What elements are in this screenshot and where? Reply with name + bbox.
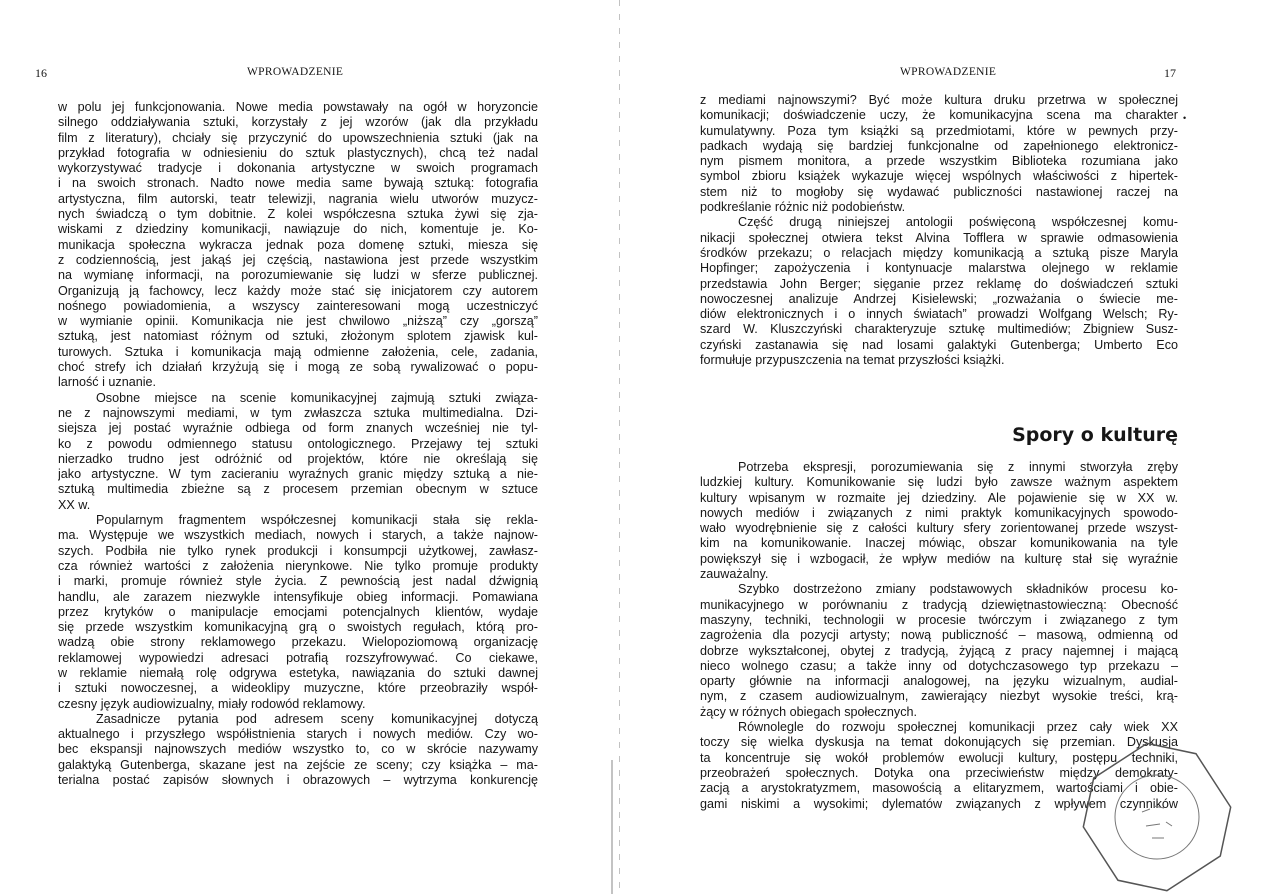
- text-line: nieco wolnego czasu; a także inny od dotychczasowego typ przekazu –: [700, 658, 1178, 673]
- text-line: kumulatywny. Poza tym książki są przedmiotami, które w pewnych przy-: [700, 123, 1178, 138]
- body-text: [700, 460, 1178, 812]
- text-line: żący w różnych obiegach społecznych.: [700, 704, 918, 719]
- text-line: stem niż to mogłoby się wydawać publiczności nastawionej raczej na: [700, 184, 1178, 199]
- text-line: ma. Występuje we wszystkich mediach, nowych i starych, a także najnow-: [58, 528, 538, 543]
- text-line: wało wyodrębnienie się z całości kultury sfery zorientowanej przede wszyst-: [700, 521, 1178, 536]
- text-line: maszyny, techniki, technologii w procesie twórczym i związanego z tym: [700, 612, 1178, 627]
- text-line: reklamowej wypowiedzi adresaci potrafią rozszyfrowywać. Co ciekawe,: [58, 650, 538, 665]
- text-line: nym pismem monitora, a przede wszystkim Biblioteka rozumiana jako: [700, 154, 1178, 169]
- body-text: [58, 100, 538, 788]
- text-line: wykorzystywać tradycje i dokonania artystyczne w swoich programach: [58, 161, 538, 176]
- text-line: Popularnym fragmentem współczesnej komunikacji stała się rekla-: [96, 513, 538, 528]
- text-line: dobrze wykształconej, obytej z tradycją, żyjącą z pracy najemnej i mającą: [700, 643, 1178, 658]
- text-line: wiskami z dziedziny komunikacji, nawiązuje do nich, komentuje je. Ko-: [58, 222, 538, 237]
- text-line: ta koncentruje się wokół problemów ewolucji kultury, postępu techniki,: [700, 750, 1178, 765]
- text-line: aktualnego i przyszłego współistnienia starych i nowych mediów. Czy wo-: [58, 727, 538, 742]
- text-line: w polu jej funkcjonowania. Nowe media powstawały na ogół w horyzoncie: [58, 100, 538, 114]
- text-line: czesny język audiowizualny, miały rodowód reklamowy.: [58, 696, 366, 711]
- text-line: formułuje przypuszczenia na temat przyszłości książki.: [700, 353, 1005, 368]
- text-line: gami niskimi a wysokimi; dylematów związanych z wpływem czynników: [700, 796, 1178, 811]
- text-line: Potrzeba ekspresji, porozumiewania się z innymi stworzyła zręby: [738, 460, 1178, 474]
- text-line: Osobne miejsce na scenie komunikacyjnej zajmują sztuki związa-: [96, 390, 538, 405]
- right-page: [630, 0, 1262, 894]
- paragraph: [700, 582, 1178, 720]
- left-page: [0, 0, 620, 894]
- text-line: padkach wydają się bardziej funkcjonalne od zapełnionego elektronicz-: [700, 138, 1178, 153]
- text-line: podkreślanie różnic niż podobieństw.: [700, 200, 906, 215]
- text-line: i sztuki nowoczesnej, a wideoklipy muzyczne, które przeobraziły współ-: [58, 681, 538, 696]
- text-line: kultury wpisanym w rozmaite jej dziedziny. Ale pojawienie się w XX w.: [700, 490, 1178, 505]
- text-line: sztuką multimedia zbieżne są z procesem przemian obecnym w sztuce: [58, 482, 538, 497]
- text-line: Zasadnicze pytania pod adresem sceny komunikacyjnej dotyczą: [96, 711, 538, 726]
- text-line: ne z najnowszymi mediami, w tym zwłaszcza sztuka multimedialna. Dzi-: [58, 405, 538, 420]
- text-line: Organizują ją fachowcy, lecz każdy może stać się inicjatorem czy autorem: [58, 283, 538, 298]
- page-number: 17: [1164, 66, 1176, 80]
- text-line: zacją a arystokratyzmem, masowością a elitaryzmem, wartościami i obie-: [700, 781, 1178, 796]
- text-line: nowoczesnej analizuje Andrzej Kisielewski; „rozważania o świecie me-: [700, 291, 1178, 306]
- paragraph: [700, 720, 1178, 812]
- text-line: z mediami najnowszymi? Być może kultura druku przetrwa w społecznej: [700, 93, 1178, 107]
- text-line: larność i uznanie.: [58, 375, 157, 390]
- scan-speck: •: [1183, 113, 1187, 123]
- text-line: szych. Podbiła nie tylko rynek produkcji i konsumpcji użytkowej, zawłasz-: [58, 543, 538, 558]
- text-line: Szybko dostrzeżono zmiany podstawowych składników procesu ko-: [738, 582, 1178, 597]
- text-line: galaktyką Gutenberga, skazane jest na zejście ze sceny; czy książka – ma-: [58, 757, 538, 772]
- text-line: czyński zastanawia się nad losami galaktyki Gutenberga; Umberto Eco: [700, 337, 1178, 352]
- text-line: szard W. Kluszczyński charakteryzuje sztukę multimediów; Zbigniew Susz-: [700, 322, 1178, 337]
- paragraph: [700, 460, 1178, 582]
- text-line: film z literatury), chciały się przyczynić do upowszechnienia sztuki (jak na: [58, 130, 538, 145]
- text-line: ko z powodu odmiennego statusu ontologicznego. Przejawy tej sztuki: [58, 436, 538, 451]
- running-head: WPROWADZENIE: [900, 66, 997, 78]
- paragraph: [700, 93, 1178, 215]
- text-line: Część drugą niniejszej antologii poświęconą współczesnej komu-: [738, 215, 1178, 230]
- text-line: silnego oddziaływania sztuki, korzystały z jej wzorów (jak dla przykładu: [58, 115, 538, 130]
- text-line: kim na komunikowanie. Inaczej mówiąc, obszar komunikowania na tyle: [700, 536, 1178, 551]
- text-line: się przede wszystkim komunikacyjną grą o swoistych regułach, którą pro-: [58, 620, 538, 635]
- text-line: artystyczna, film autorski, teatr telewizji, nagrania wielu utworów muzycz-: [58, 191, 538, 206]
- text-line: munikacja społeczna wykracza jednak poza domenę sztuki, miesza się: [58, 237, 538, 252]
- text-line: symbol zbioru książek wykazuje więcej wspólnych właściwości z hipertek-: [700, 169, 1178, 184]
- text-line: nych świadczą o tym dobitnie. Z kolei współczesna sztuka żywi się zja-: [58, 207, 538, 222]
- section-heading: Spory o kulturę: [1012, 424, 1178, 446]
- text-line: cza również wartości z założenia nierynkowe. Nie tylko promuje produkty: [58, 558, 538, 573]
- text-line: munikacyjnego w porównaniu z tradycją dziewiętnastowieczną: Obecność: [700, 597, 1178, 612]
- text-line: sztuką, jest natomiast różnym od sztuki, złożonym splotem zjawisk kul-: [58, 329, 538, 344]
- text-line: nym, z czasem audiowizualnym, zawierający niezbyt wysokie treści, krą-: [700, 689, 1178, 704]
- text-line: powiększył się i wzbogacił, że wpływ mediów na kulturę stał się wyraźnie: [700, 551, 1178, 566]
- text-line: ludzkiej kultury. Komunikowanie się ludzi było zawsze ważnym aspektem: [700, 475, 1178, 490]
- text-line: zauważalny.: [700, 567, 769, 582]
- text-line: turowych. Sztuka i komunikacja mają odmienne założenia, cele, zadania,: [58, 344, 538, 359]
- text-line: nierzadko trudno jest odróżnić od projektów, które nie określają się: [58, 451, 538, 466]
- text-line: wadzą obie strony reklamowego przekazu. Wielopoziomową organizację: [58, 635, 538, 650]
- text-line: bec ekspansji najnowszych mediów wszystko to, co w skrócie nazywamy: [58, 742, 538, 757]
- text-line: z codziennością, jest jakąś jej częścią, nastawiona jest przede wszystkim: [58, 252, 538, 267]
- text-line: i na swoich stronach. Nadto nowe media same bywają sztuką: fotografia: [58, 176, 538, 191]
- paragraph: [58, 513, 538, 712]
- paragraph: [58, 391, 538, 513]
- page-gutter: [619, 0, 620, 894]
- paragraph: [58, 712, 538, 788]
- text-line: terialna postać zapisów słownych i obrazowych – wytrzyma konkurencję: [58, 773, 538, 788]
- text-line: przykład fotografia w odniesieniu do sztuk plastycznych), chcą też nadal: [58, 145, 538, 160]
- text-line: nikacji społecznej otwiera tekst Alvina Tofflera w sprawie odmasowienia: [700, 230, 1178, 245]
- text-line: i marki, promuje również style życia. Z pewnością jest nadal dźwignią: [58, 574, 538, 589]
- text-line: jako artystyczne. W tym zacieraniu wyraźnych granic między sztuką a nie-: [58, 467, 538, 482]
- text-line: komunikacji; doświadczenie uczy, że komunikacyjna scena ma charakter: [700, 108, 1178, 123]
- text-line: handlu, ale zarazem niezwykle intensyfikuje obieg informacji. Pomawiana: [58, 589, 538, 604]
- text-line: Równolegle do rozwoju społecznej komunikacji przez cały wiek XX: [738, 720, 1178, 735]
- text-line: choć strefy ich działań krzyżują się i mogą ze sobą rywalizować o popu-: [58, 360, 538, 375]
- text-line: środków przekazu; o relacjach między komunikacją a sztuką pisze Maryla: [700, 245, 1178, 260]
- text-line: w wymianie opinii. Komunikacja nie jest chwilowo „niższą” czy „gorszą”: [58, 314, 538, 329]
- text-line: nowych mediów i związanych z nimi praktyk komunikacyjnych spowodo-: [700, 505, 1178, 520]
- text-line: nośnego powiadomienia, a wszyscy zainteresowani mogą uczestniczyć: [58, 298, 538, 313]
- text-line: w reklamie niemałą rolę odgrywa estetyka, nawiązania do sztuki dawnej: [58, 665, 538, 680]
- running-head: WPROWADZENIE: [247, 66, 344, 78]
- binding-shadow: [611, 760, 613, 894]
- text-line: Hopfinger; zapożyczenia i kontynuacje malarstwa olejnego w reklamie: [700, 261, 1178, 276]
- text-line: przedstawia John Berger; sięganie przez reklamę do doświadczeń sztuki: [700, 276, 1178, 291]
- text-line: toczy się wielka dyskusja na temat dokonujących się przemian. Dyskusja: [700, 735, 1178, 750]
- text-line: oparty głównie na informacji analogowej, na języku wizualnym, audial-: [700, 674, 1178, 689]
- text-line: siejsza jej postać wyraźnie odbiega od form znanych wcześniej nie tyl-: [58, 421, 538, 436]
- paragraph: [58, 100, 538, 391]
- text-line: przez krytyków o manipulacje emocjami potencjalnych klientów, wydaje: [58, 604, 538, 619]
- paragraph: [700, 215, 1178, 368]
- text-line: przeobrażeń społecznych. Dotyka ona przeciwieństw między demokraty-: [700, 765, 1178, 780]
- text-line: diów elektronicznych i o innych światach” prowadzi Wolfgang Welsch; Ry-: [700, 307, 1178, 322]
- body-text: [700, 93, 1178, 368]
- text-line: na wymianę informacji, na porozumiewanie się ludzi w sferze publicznej.: [58, 268, 538, 283]
- text-line: zagrożenia dla pozycji artysty; nową publiczność – masową, odmienną od: [700, 628, 1178, 643]
- page-number: 16: [35, 66, 47, 80]
- text-line: XX w.: [58, 497, 91, 512]
